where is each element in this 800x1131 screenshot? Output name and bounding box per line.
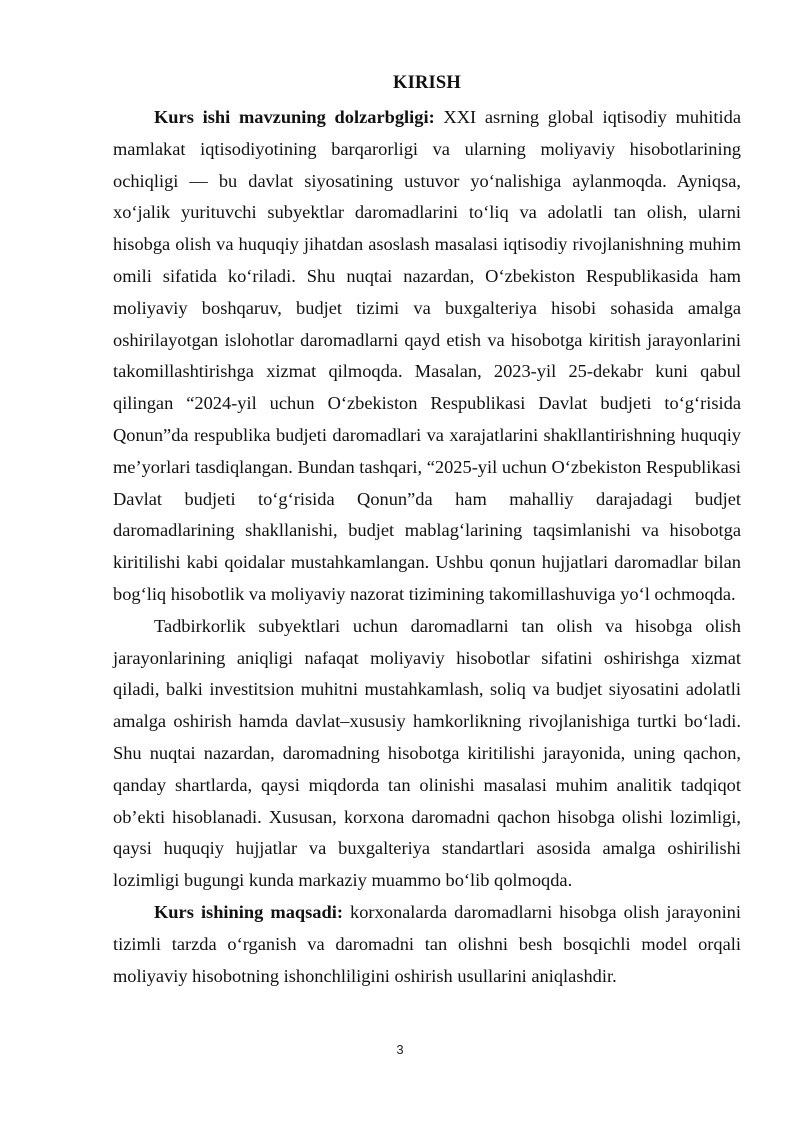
relevance-heading: Kurs ishi mavzuning dolzarbgligi: [154, 107, 435, 127]
relevance-text: XXI asrning global iqtisodiy muhitida mamlakat iqtisodiyotining barqarorligi va ularning moliyaviy hisobotlarining ochiqligi — bu davlat siyosatining ustuvor yo‘nalishiga aylanmoqda. Ayniqsa, xo‘jalik yurituvchi subyektlar daromadlarini to‘liq va adolatli tan olish, ularni hisobga olish va huquqiy jihatdan asoslash masalasi iqtisodiy rivojlanishning muhim omili sifatida ko‘riladi. Shu nuqtai nazardan, O‘zbekiston Respublikasida ham moliyaviy boshqaruv, budjet tizimi va buxgalteriya hisobi sohasida amalga oshirilayotgan islohotlar daromadlarni qayd etish va hisobotga kiritish jarayonlarini takomillashtirishga xizmat qilmoqda. Masalan, 2023-yil 25-dekabr kuni qabul qilingan “2024-yil uchun O‘zbekiston Respublikasi Davlat budjeti to‘g‘risida Qonun”da respublika budjeti daromadlari va xarajatlarini shakllantirishning huquqiy me’yorlari tasdiqlangan. Bundan tashqari, “2025-yil uchun O‘zbekiston Respublikasi Davlat budjeti to‘g‘risida Qonun”da ham mahalliy darajadagi budjet daromadlarining shakllanishi, budjet mablag‘larining taqsimlanishi va hisobotga kiritilishi kabi qoidalar mustahkamlangan. Ushbu qonun hujjatlari daromadlar bilan bog‘liq hisobotlik va moliyaviy nazorat tizimining takomillashuviga yo‘l ochmoqda. [113, 107, 741, 604]
paragraph-goal [113, 897, 741, 992]
goal-text: korxonalarda daromadlarni hisobga olish jarayonini tizimli tarzda o‘rganish va daromadni tan olishni besh bosqichli model orqali moliyaviy hisobotning ishonchliligini oshirish usullarini aniqlashdir. [113, 901, 741, 986]
document-page [113, 72, 741, 992]
paragraph-relevance [113, 102, 741, 611]
business-entities-text: Tadbirkorlik subyektlari uchun daromadlarni tan olish va hisobga olish jarayonlarining aniqligi nafaqat moliyaviy hisobotlar sifatini oshirishga xizmat qiladi, balki investitsion muhitni mustahkamlash, soliq va budjet siyosatini adolatli amalga oshirish hamda davlat–xususiy hamkorlikning rivojlanishiga turtki bo‘ladi. Shu nuqtai nazardan, daromadning hisobotga kiritilishi jarayonida, uning qachon, qanday shartlarda, qaysi miqdorda tan olinishi masalasi muhim analitik tadqiqot ob’ekti hisoblanadi. Xususan, korxona daromadni qachon hisobga olishi lozimligi, qaysi huquqiy hujjatlar va buxgalteriya standartlari asosida amalga oshirilishi lozimligi bugungi kunda markaziy muammo bo‘lib qolmoqda. [113, 615, 741, 891]
goal-heading: Kurs ishining maqsadi: [154, 901, 343, 922]
section-title: KIRISH [392, 73, 462, 93]
paragraph-business-entities [113, 611, 741, 897]
page-number: 3 [396, 1042, 404, 1057]
